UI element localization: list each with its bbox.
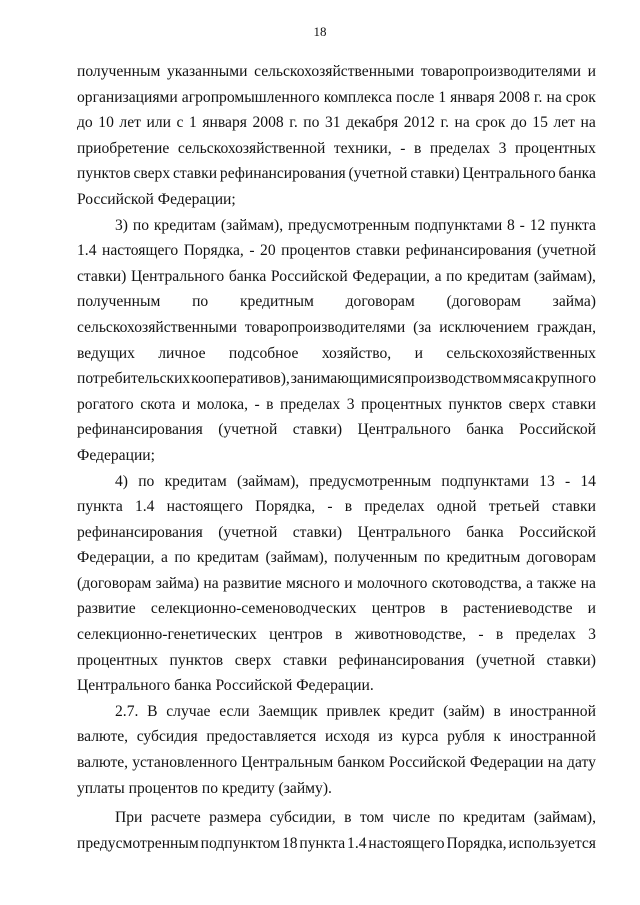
text-line — [77, 136, 596, 162]
word: 3) — [115, 216, 128, 234]
word: ставки) — [410, 165, 460, 183]
word: При — [115, 809, 143, 827]
word: (учетной — [536, 242, 596, 260]
word: 1 — [438, 88, 447, 106]
word: ставки — [355, 242, 401, 260]
word: ставки) — [77, 267, 127, 285]
text-line — [77, 545, 596, 571]
word: из — [378, 728, 393, 746]
word: сверх — [234, 651, 272, 669]
word: по — [138, 472, 155, 490]
word: настоящего — [166, 498, 243, 516]
text-line — [77, 264, 596, 290]
word: (займам), — [236, 472, 300, 490]
list-item-3-first-line — [77, 213, 596, 239]
text-line — [77, 622, 596, 648]
word: (договорам — [77, 574, 152, 592]
word: - — [564, 472, 571, 490]
word: техники, — [333, 139, 392, 157]
word: пунктов — [169, 651, 224, 669]
text-line — [77, 724, 596, 750]
word: Порядка, — [183, 242, 244, 260]
word: селекционно-генетических — [77, 626, 257, 644]
word: в — [493, 702, 501, 720]
word: скотоводства, — [431, 574, 522, 592]
text-line — [77, 366, 596, 392]
word: полученным — [334, 549, 418, 567]
text-line — [77, 520, 596, 546]
word: (учетной — [218, 421, 278, 439]
word: селекционно-семеноводческих — [150, 600, 357, 618]
word: после — [396, 88, 435, 106]
word: (займ) — [443, 702, 485, 720]
word: 2008 — [498, 88, 530, 106]
word: срок — [475, 114, 506, 132]
word: В — [147, 702, 158, 720]
word: сверх — [508, 395, 546, 413]
word: дату — [567, 754, 596, 772]
text-line — [77, 315, 596, 341]
word: (учетной — [348, 165, 408, 183]
word: (займам), — [265, 549, 328, 567]
word: Центрального — [357, 523, 451, 541]
word: мяса — [502, 370, 534, 388]
word: по — [438, 809, 455, 827]
word: процентных — [77, 651, 158, 669]
word: Российской — [388, 754, 466, 772]
word: Порядка, — [255, 498, 316, 516]
word: г. — [440, 114, 449, 132]
text-line: уплаты процентов по кредиту (займу). — [77, 779, 332, 797]
word: в — [440, 600, 448, 618]
word: и — [414, 344, 423, 362]
word: предусмотренным — [309, 472, 432, 490]
word: пункта — [550, 216, 596, 234]
word: предоставляется — [206, 728, 317, 746]
word: иностранной — [509, 702, 596, 720]
word: рогатого — [77, 395, 134, 413]
word: 12 — [529, 216, 546, 234]
text-line: Центрального банка Российской Федерации. — [77, 677, 374, 695]
word: Центрального — [357, 421, 451, 439]
word: до — [511, 114, 527, 132]
word: агропромышленного — [181, 88, 320, 106]
word: используется — [508, 834, 596, 852]
word: настоящего — [368, 834, 445, 852]
text-line — [77, 648, 596, 674]
word: 2012 — [403, 114, 435, 132]
word: пункта — [77, 498, 123, 516]
word: 14 — [580, 472, 596, 490]
word: на — [203, 574, 219, 592]
word: на — [454, 114, 470, 132]
word: (займам), — [220, 216, 284, 234]
word: числе — [392, 809, 431, 827]
page-number: 18 — [313, 24, 327, 39]
word: договорам — [345, 293, 415, 311]
word: личное — [158, 344, 206, 362]
word: рефинансирования — [219, 165, 346, 183]
word: сельскохозяйственных — [446, 344, 596, 362]
word: также — [537, 574, 577, 592]
word: кооперативов), — [191, 370, 290, 388]
word: в — [495, 626, 504, 644]
word: в — [413, 139, 422, 157]
text-line — [77, 238, 596, 264]
word: договорам — [526, 549, 596, 567]
word: 20 — [260, 242, 276, 260]
text-line — [77, 750, 596, 776]
word: с — [176, 114, 184, 132]
word: растениеводстве — [463, 600, 573, 618]
word: размера — [209, 809, 262, 827]
word: Порядка, — [446, 834, 507, 852]
word: приобретение — [77, 139, 170, 157]
text-line — [77, 289, 596, 315]
word: центров — [371, 600, 426, 618]
word: пунктов — [77, 165, 131, 183]
word: товаропроизводителями — [244, 318, 406, 336]
word: ставки — [172, 165, 218, 183]
text-line — [77, 494, 596, 520]
word: 31 — [325, 114, 341, 132]
paragraph-first-line — [77, 805, 596, 831]
word: пункта — [299, 834, 346, 852]
word: привлек — [326, 702, 381, 720]
word: в — [344, 498, 353, 516]
word: процентных — [360, 395, 442, 413]
word: хозяйство, — [321, 344, 392, 362]
word: молока, — [196, 395, 248, 413]
word: (учетной — [218, 523, 278, 541]
word: и — [181, 395, 191, 413]
list-item-4-first-line — [77, 469, 596, 495]
word: ставки) — [546, 651, 596, 669]
word: расчете — [150, 809, 201, 827]
word: (за — [413, 318, 432, 336]
word: а — [526, 574, 533, 592]
word: займа) — [552, 293, 596, 311]
word: мясного — [286, 574, 340, 592]
word: сверх — [133, 165, 171, 183]
word: рефинансирования — [405, 242, 532, 260]
word: до — [77, 114, 93, 132]
word: займа) — [155, 574, 200, 592]
word: (займам), — [533, 267, 596, 285]
word: Российской — [519, 523, 596, 541]
word: рефинансирования — [77, 523, 203, 541]
word: животноводстве, — [354, 626, 467, 644]
word: кредитным — [446, 549, 521, 567]
word: по — [446, 267, 463, 285]
word: банком — [337, 754, 385, 772]
word: - — [519, 216, 525, 234]
word: (учетной — [476, 651, 536, 669]
word: курса — [401, 728, 439, 746]
word: субсидия — [136, 728, 198, 746]
word: 1.4 — [347, 834, 367, 852]
word: подпунктом — [200, 834, 281, 852]
word: (договорам — [446, 293, 521, 311]
word: третьей — [488, 498, 540, 516]
word: ставки — [551, 395, 596, 413]
word: января — [202, 114, 247, 132]
word: по — [192, 293, 209, 311]
word: одной — [436, 498, 477, 516]
word: и — [587, 63, 596, 80]
word: развитие — [77, 600, 136, 618]
word: кредитам — [153, 216, 217, 234]
word: лет — [119, 114, 141, 132]
word: а — [434, 267, 442, 285]
text-line — [77, 161, 596, 187]
word: к — [493, 728, 501, 746]
word: в — [335, 626, 343, 644]
text-line: Федерации; — [77, 446, 155, 464]
word: 3 — [498, 139, 507, 157]
word: иностранной — [509, 728, 596, 746]
word: кредитам — [164, 472, 227, 490]
word: валюте, — [77, 728, 129, 746]
word: организациями — [77, 88, 178, 106]
word: - — [249, 242, 255, 260]
word: Российской — [270, 267, 348, 285]
word: - — [254, 395, 260, 413]
word: настоящего — [102, 242, 179, 260]
text-line — [77, 59, 596, 85]
word: 8 — [507, 216, 515, 234]
word: или — [146, 114, 171, 132]
word: Федерации, — [77, 549, 155, 567]
word: - — [478, 626, 484, 644]
word: комплекса — [323, 88, 393, 106]
word: в — [344, 809, 352, 827]
word: сельскохозяйственными — [254, 63, 415, 80]
word: Центральным — [241, 754, 334, 772]
word: молочного — [356, 574, 428, 592]
word: граждан, — [537, 318, 596, 336]
word: Центрального — [462, 165, 556, 183]
word: рубля — [447, 728, 485, 746]
text-line — [77, 392, 596, 418]
word: предусмотренным — [77, 834, 199, 852]
word: на — [546, 88, 562, 106]
word: пределах — [429, 139, 491, 157]
word: на — [580, 574, 596, 592]
word: полученным — [77, 293, 161, 311]
word: указанными — [166, 63, 248, 80]
word: установленного — [132, 754, 238, 772]
word: 3 — [346, 395, 355, 413]
word: пределах — [515, 626, 576, 644]
word: сельскохозяйственной — [177, 139, 326, 157]
word: Заемщик — [258, 702, 318, 720]
word: лет — [553, 114, 575, 132]
word: и — [587, 600, 596, 618]
word: а — [160, 549, 168, 567]
word: ставки) — [292, 421, 343, 439]
word: 1.4 — [77, 242, 97, 260]
word: банка — [558, 165, 596, 183]
word: ведущих — [77, 344, 135, 362]
word: ставки — [551, 498, 596, 516]
word: рефинансирования — [77, 421, 203, 439]
word: том — [359, 809, 384, 827]
word: 13 — [539, 472, 555, 490]
word: валюте, — [77, 754, 129, 772]
word: 1 — [189, 114, 197, 132]
word: 1.4 — [134, 498, 155, 516]
text-line — [77, 831, 596, 857]
word: в — [266, 395, 274, 413]
word: (займам), — [533, 809, 596, 827]
word: 15 — [532, 114, 548, 132]
word: 4) — [115, 472, 128, 490]
word: декабря — [346, 114, 399, 132]
word: исключением — [439, 318, 530, 336]
word: пределах — [364, 498, 425, 516]
text-line — [77, 417, 596, 443]
word: кредитам — [463, 809, 526, 827]
text-line — [77, 85, 596, 111]
word: 18 — [281, 834, 298, 852]
word: подсобное — [228, 344, 299, 362]
word: г. — [289, 114, 298, 132]
word: пределах — [280, 395, 341, 413]
word: развитие — [223, 574, 282, 592]
word: производством — [402, 370, 502, 388]
word: процентов — [281, 242, 351, 260]
word: г. — [533, 88, 543, 106]
text-line — [77, 341, 596, 367]
word: подпунктами — [441, 472, 529, 490]
word: скота — [140, 395, 176, 413]
word: если — [219, 702, 250, 720]
word: кредитам — [196, 549, 260, 567]
text-line — [77, 571, 596, 597]
word: на — [580, 114, 596, 132]
word: банка — [466, 523, 504, 541]
word: случае — [166, 702, 211, 720]
word: Федерации — [469, 754, 544, 772]
word: ставки — [282, 651, 328, 669]
word: товаропроизводителями — [420, 63, 582, 80]
word: исходя — [324, 728, 370, 746]
text-line: Российской Федерации; — [77, 190, 236, 208]
word: кредитам — [466, 267, 530, 285]
word: полученным — [77, 63, 161, 80]
word: банка — [466, 421, 504, 439]
word: потребительских — [77, 370, 191, 388]
word: - — [400, 139, 406, 157]
section-2-7-first-line — [77, 699, 596, 725]
word: 3 — [588, 626, 596, 644]
word: 10 — [98, 114, 114, 132]
word: кредит — [389, 702, 435, 720]
word: пунктов — [448, 395, 503, 413]
word: Федерации, — [352, 267, 430, 285]
word: по — [132, 216, 149, 234]
word: крупного — [534, 370, 596, 388]
word: по — [423, 549, 441, 567]
word: сельскохозяйственными — [77, 318, 238, 336]
word: срок — [565, 88, 596, 106]
word: ставки) — [292, 523, 343, 541]
document-body — [77, 59, 596, 856]
word: и — [344, 574, 353, 592]
word: банка — [228, 267, 267, 285]
word: центров — [269, 626, 323, 644]
word: 2008 — [252, 114, 284, 132]
text-line — [77, 110, 596, 136]
word: кредитным — [239, 293, 314, 311]
word: процентных — [514, 139, 596, 157]
word: Российской — [519, 421, 596, 439]
word: субсидии, — [269, 809, 336, 827]
word: предусмотренным — [287, 216, 410, 234]
word: 2.7. — [115, 702, 139, 720]
word: - — [327, 498, 333, 516]
word: занимающимися — [290, 370, 402, 388]
word: января — [450, 88, 495, 106]
word: по — [174, 549, 191, 567]
word: по — [303, 114, 320, 132]
word: Центрального — [130, 267, 225, 285]
text-line — [77, 596, 596, 622]
word: подпунктами — [414, 216, 503, 234]
word: на — [547, 754, 563, 772]
word: рефинансирования — [338, 651, 465, 669]
